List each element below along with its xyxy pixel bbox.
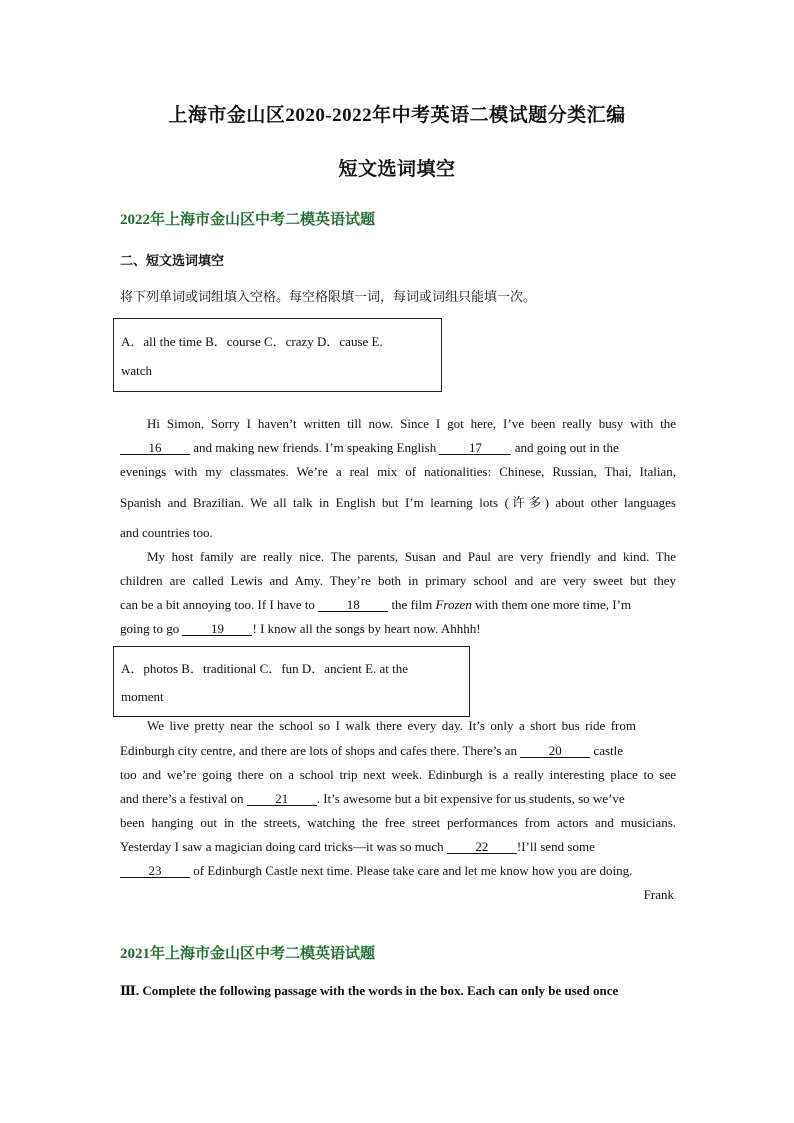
p2-line-3-text-b: the film <box>388 597 436 612</box>
p3-line-6 <box>120 839 676 855</box>
section-heading-2021: 2021年上海市金山区中考二模英语试题 <box>120 946 376 962</box>
p3-line-6-text-b: !I’ll send some <box>516 839 595 854</box>
blank-21[interactable]: 21 <box>247 793 317 806</box>
p1-line-4: Spanish and Brazilian. We all talk in English but I’m learning lots (许多) about other languages <box>120 495 676 510</box>
word-box-2-line-1: A．photos B．traditional C．fun D．ancient E. at the <box>121 661 409 676</box>
blank-22[interactable]: 22 <box>447 841 517 854</box>
p2-line-3-text-a: can be a bit annoying too. If I have to <box>120 597 319 612</box>
blank-20[interactable]: 20 <box>520 745 590 758</box>
blank-16[interactable]: 16 <box>120 442 190 455</box>
p2-line-3 <box>120 597 676 613</box>
p2-line-3-text-d: with them one more time, I’m <box>471 597 632 612</box>
word-box-2-line-2: moment <box>121 689 164 704</box>
word-box-1-line-1: A．all the time B．course C．crazy D．cause E. <box>121 334 383 349</box>
p3-line-6-text-a: Yesterday I saw a magician doing card tricks—it was so much <box>120 839 447 854</box>
word-box-1-line-2: watch <box>121 363 153 378</box>
p2-line-4-text-a: going to go <box>120 621 183 636</box>
p3-line-4 <box>120 791 676 807</box>
p1-line-3: evenings with my classmates. We’re a real mix of nationalities: Chinese, Russian, Thai, Italian, <box>120 464 676 479</box>
p3-line-1: We live pretty near the school so I walk there every day. It’s only a short bus ride from <box>147 718 636 733</box>
signature: Frank <box>643 887 674 902</box>
document-subtitle: 短文选词填空 <box>338 159 456 180</box>
p2-line-4-text-b: ! I know all the songs by heart now. Ahhhh! <box>252 621 481 636</box>
instruction-text: 将下列单词或词组填入空格。每空格限填一词，每词或词组只能填一次。 <box>120 289 537 304</box>
p3-line-3: too and we’re going there on a school trip next week. Edinburgh is a really interesting place to see <box>120 767 676 782</box>
p2-line-4 <box>120 621 676 637</box>
blank-19[interactable]: 19 <box>182 623 252 636</box>
p2-line-1: My host family are really nice. The parents, Susan and Paul are very friendly and kind. The <box>147 549 676 564</box>
film-title: Frozen <box>435 597 472 612</box>
blank-18[interactable]: 18 <box>318 599 388 612</box>
p3-line-2-text-a: Edinburgh city centre, and there are lots of shops and cafes there. There’s an <box>120 743 521 758</box>
p3-line-5: been hanging out in the streets, watching the free street performances from actors and musicians. <box>120 815 676 830</box>
p1-line-5: and countries too. <box>120 525 213 540</box>
p3-line-2 <box>120 743 676 759</box>
p1-line-2-text-b: and going out in the <box>511 440 619 455</box>
document-title: 上海市金山区2020-2022年中考英语二模试题分类汇编 <box>168 105 626 126</box>
p3-line-7 <box>120 863 676 879</box>
section-2021-part-heading: Ⅲ. Complete the following passage with the words in the box. Each can only be used once <box>120 983 619 998</box>
part-heading: 二、短文选词填空 <box>120 253 225 268</box>
blank-17[interactable]: 17 <box>439 442 511 455</box>
p3-line-4-text-b: . It’s awesome but a bit expensive for us students, so we’ve <box>316 791 625 806</box>
p2-line-2: children are called Lewis and Amy. They’re both in primary school and are very sweet but they <box>120 573 676 588</box>
section-heading-2022: 2022年上海市金山区中考二模英语试题 <box>120 212 376 228</box>
p3-line-4-text-a: and there’s a festival on <box>120 791 247 806</box>
word-box-1 <box>113 318 442 392</box>
blank-23[interactable]: 23 <box>120 865 190 878</box>
p1-line-2 <box>120 440 676 456</box>
p3-line-7-text-b: of Edinburgh Castle next time. Please take care and let me know how you are doing. <box>190 863 633 878</box>
p1-line-2-text-a: and making new friends. I’m speaking English <box>190 440 440 455</box>
word-box-2 <box>113 646 470 717</box>
p3-line-2-text-b: castle <box>590 743 624 758</box>
p1-line-1: Hi Simon, Sorry I haven’t written till now. Since I got here, I’ve been really busy with the <box>147 416 676 431</box>
